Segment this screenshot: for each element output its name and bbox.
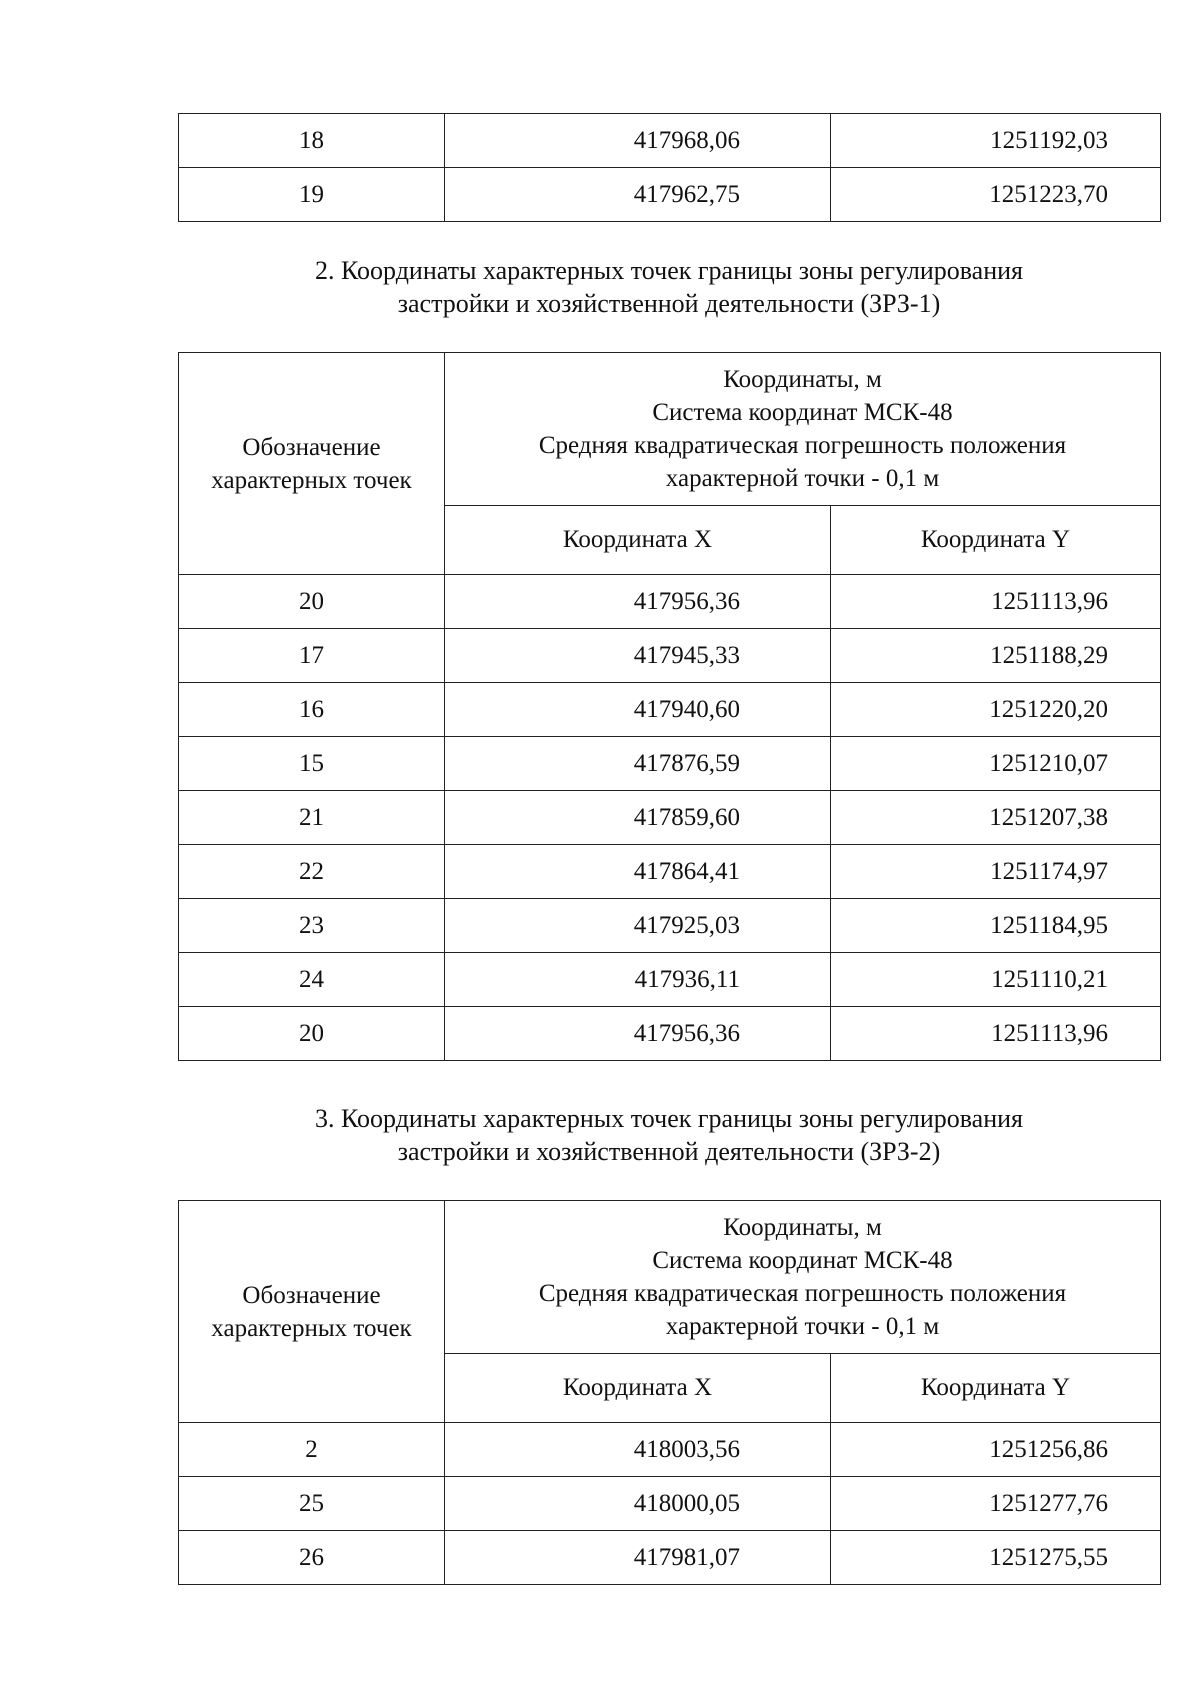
- heading-line: застройки и хозяйственной деятельности (ЗРЗ-2): [397, 1137, 941, 1166]
- header-line: Система координат МСК-48: [652, 1247, 953, 1274]
- table-row: [179, 845, 1161, 899]
- y-cell: 1251207,38: [831, 791, 1161, 845]
- y-cell: 1251110,21: [831, 953, 1161, 1007]
- header-line: характерной точки - 0,1 м: [665, 465, 940, 492]
- y-column-header: Координата Y: [831, 506, 1161, 575]
- table-row: [179, 168, 1161, 222]
- point-cell: 23: [179, 899, 445, 953]
- section-2-heading: [178, 254, 1160, 320]
- header-line: характерных точек: [211, 466, 412, 494]
- y-cell: 1251113,96: [831, 575, 1161, 629]
- point-cell: 15: [179, 737, 445, 791]
- x-cell: 417956,36: [445, 575, 831, 629]
- y-cell: 1251188,29: [831, 629, 1161, 683]
- point-cell: 18: [179, 114, 445, 168]
- point-cell: 25: [179, 1477, 445, 1531]
- table-row: [179, 899, 1161, 953]
- table-row: [179, 683, 1161, 737]
- x-cell: 417968,06: [445, 114, 831, 168]
- coords-header: [445, 353, 1161, 506]
- x-cell: 417936,11: [445, 953, 831, 1007]
- x-cell: 417956,36: [445, 1007, 831, 1061]
- table-header-row: [179, 1201, 1161, 1354]
- heading-line: 2. Координаты характерных точек границы зоны регулирования: [315, 256, 1023, 285]
- coords-header: [445, 1201, 1161, 1354]
- x-cell: 417945,33: [445, 629, 831, 683]
- table-row: [179, 114, 1161, 168]
- coords-table-zrz-2: [178, 1200, 1161, 1585]
- x-column-header: Координата X: [445, 506, 831, 575]
- header-line: Координаты, м: [723, 366, 882, 393]
- table-row: [179, 737, 1161, 791]
- point-cell: 20: [179, 1007, 445, 1061]
- x-cell: 418000,05: [445, 1477, 831, 1531]
- x-column-header: Координата X: [445, 1354, 831, 1423]
- table-row: [179, 1477, 1161, 1531]
- x-cell: 417925,03: [445, 899, 831, 953]
- point-cell: 22: [179, 845, 445, 899]
- y-cell: 1251184,95: [831, 899, 1161, 953]
- x-cell: 417876,59: [445, 737, 831, 791]
- point-cell: 16: [179, 683, 445, 737]
- point-cell: 20: [179, 575, 445, 629]
- x-cell: 417864,41: [445, 845, 831, 899]
- point-cell: 19: [179, 168, 445, 222]
- coords-table-zrz-1: [178, 352, 1161, 1061]
- table-row: [179, 575, 1161, 629]
- y-cell: 1251220,20: [831, 683, 1161, 737]
- y-cell: 1251210,07: [831, 737, 1161, 791]
- y-cell: 1251192,03: [831, 114, 1161, 168]
- table-row: [179, 953, 1161, 1007]
- point-header: [179, 1201, 445, 1423]
- table-row: [179, 629, 1161, 683]
- point-header: [179, 353, 445, 575]
- header-line: Средняя квадратическая погрешность положения: [538, 1280, 1067, 1307]
- coords-table-continued: [178, 113, 1161, 222]
- point-cell: 24: [179, 953, 445, 1007]
- table-row: [179, 1423, 1161, 1477]
- table-row: [179, 1007, 1161, 1061]
- x-cell: 417940,60: [445, 683, 831, 737]
- header-line: Обозначение: [242, 1281, 381, 1309]
- point-cell: 17: [179, 629, 445, 683]
- x-cell: 418003,56: [445, 1423, 831, 1477]
- header-line: Средняя квадратическая погрешность положения: [538, 432, 1067, 459]
- table-header-row: [179, 353, 1161, 506]
- y-cell: 1251275,55: [831, 1531, 1161, 1585]
- y-column-header: Координата Y: [831, 1354, 1161, 1423]
- y-cell: 1251277,76: [831, 1477, 1161, 1531]
- x-cell: 417962,75: [445, 168, 831, 222]
- point-cell: 26: [179, 1531, 445, 1585]
- section-3-heading: [178, 1102, 1160, 1168]
- x-cell: 417981,07: [445, 1531, 831, 1585]
- table-row: [179, 791, 1161, 845]
- header-line: характерной точки - 0,1 м: [665, 1313, 940, 1340]
- y-cell: 1251256,86: [831, 1423, 1161, 1477]
- header-line: Система координат МСК-48: [652, 399, 953, 426]
- header-line: Обозначение: [242, 433, 381, 461]
- x-cell: 417859,60: [445, 791, 831, 845]
- y-cell: 1251174,97: [831, 845, 1161, 899]
- point-cell: 2: [179, 1423, 445, 1477]
- header-line: Координаты, м: [723, 1214, 882, 1241]
- table-row: [179, 1531, 1161, 1585]
- header-line: характерных точек: [211, 1314, 412, 1342]
- heading-line: 3. Координаты характерных точек границы зоны регулирования: [315, 1104, 1023, 1133]
- heading-line: застройки и хозяйственной деятельности (ЗРЗ-1): [397, 289, 941, 318]
- y-cell: 1251113,96: [831, 1007, 1161, 1061]
- point-cell: 21: [179, 791, 445, 845]
- y-cell: 1251223,70: [831, 168, 1161, 222]
